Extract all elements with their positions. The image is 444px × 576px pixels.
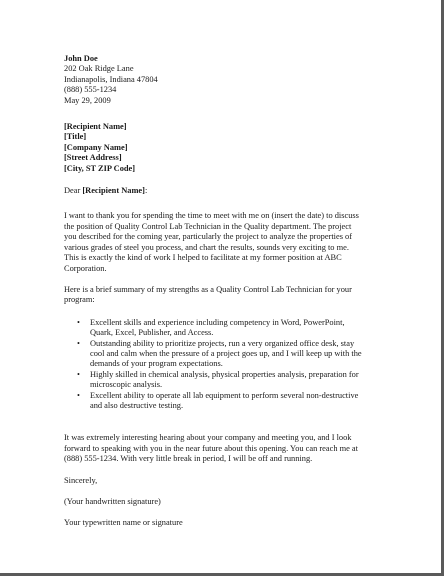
list-item-line: Quark, Excel, Publisher, and Access. [90, 328, 214, 338]
paragraph-line: This is exactly the kind of work I helped to facilitate at my former position at ABC [64, 253, 342, 263]
paragraph-line: various grades of steel you process, and chart the results, sounds very exciting to me. [64, 242, 349, 252]
paragraph-line: forward to speaking with you in the near future about this opening. You can reach me at [64, 443, 358, 453]
paragraph-line: I want to thank you for spending the time to meet with me on (insert the date) to discuss [64, 211, 359, 221]
list-item [90, 339, 404, 370]
strengths-list [64, 318, 404, 412]
list-item-line: • Excellent skills and experience including competency in Word, PowerPoint, [90, 317, 345, 327]
list-item [90, 370, 404, 391]
paragraph-line: It was extremely interesting hearing about your company and meeting you, and I look [64, 433, 352, 443]
list-item-line: cool and calm when the pressure of a project goes up, and I will keep up with the [90, 348, 362, 358]
sender-address-line2: Indianapolis, Indiana 47804 [64, 74, 158, 84]
list-item-line: • Excellent ability to operate all lab equipment to perform several non-destructive [90, 390, 359, 400]
paragraph-line: the position of Quality Control Lab Technician in the Quality department. The project [64, 221, 352, 231]
recipient-name: [Recipient Name] [64, 122, 127, 132]
salutation [64, 186, 404, 196]
recipient-street: [Street Address] [64, 153, 122, 163]
list-item-line: microscopic analysis. [90, 380, 163, 390]
list-item-line: demands of your program expectations. [90, 359, 223, 369]
recipient-city: [City, ST ZIP Code] [64, 163, 136, 173]
paragraph-strengths-intro [64, 285, 404, 306]
handwritten-signature-placeholder: (Your handwritten signature) [64, 497, 161, 506]
paragraph-line: program: [64, 295, 95, 305]
list-item [90, 318, 404, 339]
closing: Sincerely, [64, 475, 98, 485]
letter-date: May 29, 2009 [64, 95, 111, 105]
typed-signature-placeholder: Your typewritten name or signature [64, 518, 183, 528]
paragraph-line: you described for the coming year, particularly the project to analyze the properties of [64, 232, 353, 242]
sender-block [64, 54, 404, 106]
paragraph-closing [64, 433, 404, 464]
list-item [90, 391, 404, 412]
paragraph-line: Here is a brief summary of my strengths as a Quality Control Lab Technician for your [64, 284, 352, 294]
letter-body [64, 54, 404, 529]
recipient-title: [Title] [64, 132, 87, 142]
paragraph-line: Corporation. [64, 263, 107, 273]
sender-phone: (888) 555-1234 [64, 85, 117, 95]
salutation-colon: : [144, 186, 148, 196]
list-item-line: • Highly skilled in chemical analysis, physical properties analysis, preparation for [90, 369, 359, 379]
recipient-block [64, 122, 404, 174]
salutation-recipient: [Recipient Name] [82, 186, 145, 196]
sender-address-line1: 202 Oak Ridge Lane [64, 64, 134, 74]
recipient-company: [Company Name] [64, 142, 128, 152]
list-item-line: • Outstanding ability to prioritize projects, run a very organized office desk, stay [90, 338, 355, 348]
list-item-line: and also destructive testing. [90, 400, 184, 410]
sender-name: John Doe [64, 54, 98, 63]
salutation-prefix: Dear [64, 186, 83, 196]
paragraph-intro [64, 211, 404, 273]
paragraph-line: (888) 555-1234. With very little break in period, I will be off and running. [64, 454, 313, 464]
